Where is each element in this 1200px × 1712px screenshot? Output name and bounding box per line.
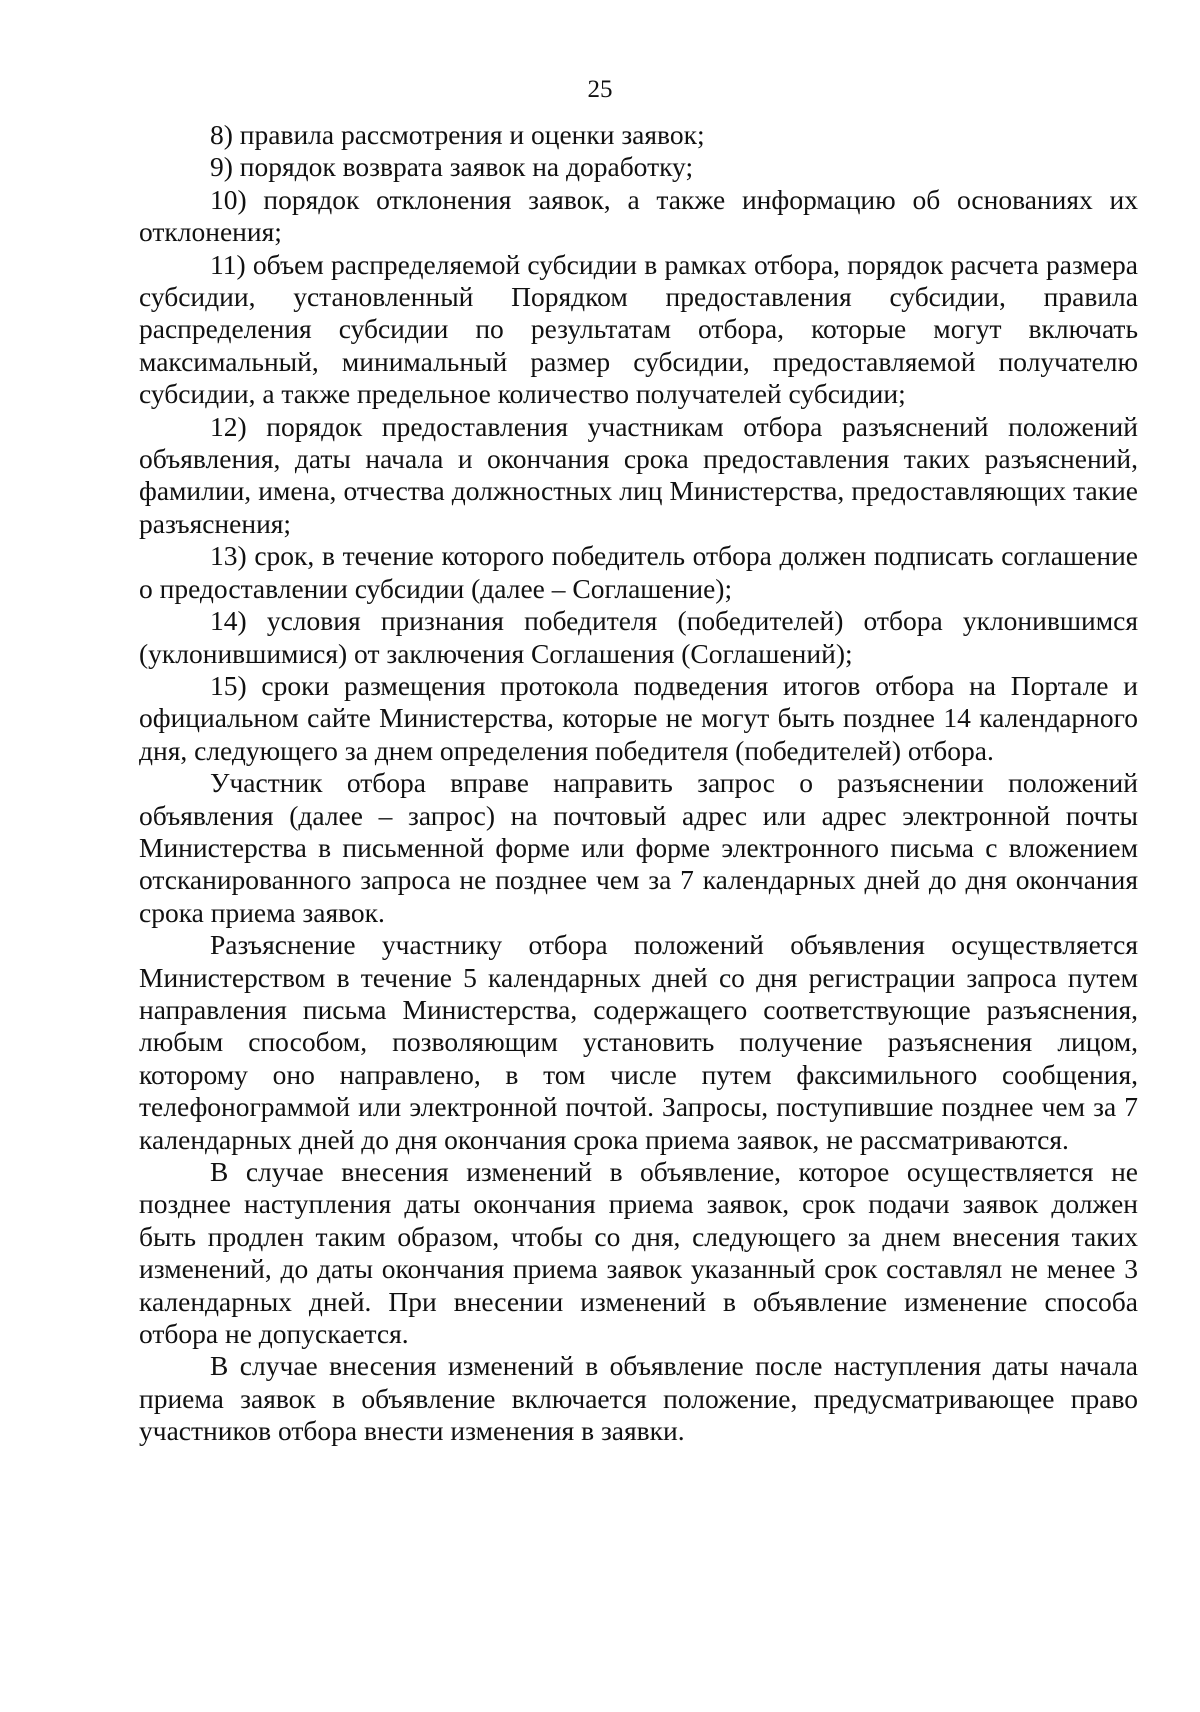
paragraph-amendments-before-deadline: В случае внесения изменений в объявление, которое осуществляется не позднее наступления даты окончания приема заявок, срок подачи заявок должен быть продлен таким образом, чтобы со дня, следующего за днем внесения таких изменений, до даты окончания приема заявок указанный срок составлял не менее 3 календарных дней. При внесении изменений в объявление изменение способа отбора не допускается. [139,1156,1138,1350]
list-item-13: 13) срок, в течение которого победитель отбора должен подписать соглашение о предоставлении субсидии (далее – Соглашение); [139,540,1138,604]
list-item-11: 11) объем распределяемой субсидии в рамках отбора, порядок расчета размера субсидии, установленный Порядком предоставления субсидии, правила распределения субсидии по результатам отбора, которые могут включать максимальный, минимальный размер субсидии, предоставляемой получателю субсидии, а также предельное количество получателей субсидии; [139,248,1138,410]
document-body [139,119,1138,1448]
list-item-9: 9) порядок возврата заявок на доработку; [210,151,694,183]
paragraph-request-clarification: Участник отбора вправе направить запрос о разъяснении положений объявления (далее – запрос) на почтовый адрес или адрес электронной почты Министерства в письменной форме или форме электронного письма с вложением отсканированного запроса не позднее чем за 7 календарных дней до дня окончания срока приема заявок. [139,767,1138,928]
list-item-14: 14) условия признания победителя (победителей) отбора уклонившимся (уклонившимися) от заключения Соглашения (Соглашений); [139,605,1138,669]
list-item-10: 10) порядок отклонения заявок, а также информацию об основаниях их отклонения; [139,183,1138,248]
paragraph-amendments-after-start: В случае внесения изменений в объявление после наступления даты начала приема заявок в объявление включается положение, предусматривающее право участников отбора внести изменения в заявки. [139,1350,1138,1447]
page-number: 25 [587,76,613,103]
list-item-8: 8) правила рассмотрения и оценки заявок; [210,119,705,150]
paragraph-clarification-procedure: Разъяснение участнику отбора положений объявления осуществляется Министерством в течение 5 календарных дней со дня регистрации запроса путем направления письма Министерства, содержащего соответствующие разъяснения, любым способом, позволяющим установить получение разъяснения лицом, которому оно направлено, в том числе путем факсимильного сообщения, телефонограммой или электронной почтой. Запросы, поступившие позднее чем за 7 календарных дней до дня окончания срока приема заявок, не рассматриваются. [139,929,1138,1155]
list-item-15: 15) сроки размещения протокола подведения итогов отбора на Портале и официальном сайте Министерства, которые не могут быть позднее 14 календарного дня, следующего за днем определения победителя (победителей) отбора. [139,669,1138,766]
list-item-12: 12) порядок предоставления участникам отбора разъяснений положений объявления, даты начала и окончания срока предоставления таких разъяснений, фамилии, имена, отчества должностных лиц Министерства, предоставляющих такие разъяснения; [139,410,1138,539]
